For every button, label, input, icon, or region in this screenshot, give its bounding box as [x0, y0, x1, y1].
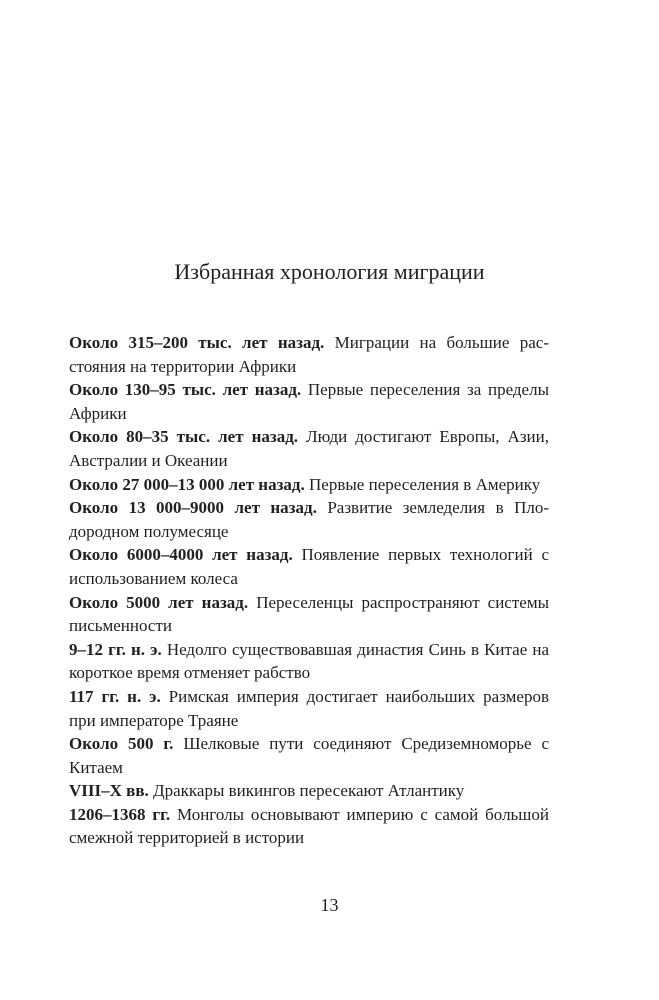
entry-date: Около 500 г.	[69, 734, 174, 754]
chronology-entry	[69, 685, 549, 732]
entry-date: 1206–1368 гг.	[69, 804, 171, 824]
entry-text: Римская империя достигает наибольших размеров при императоре Траяне	[69, 686, 550, 730]
chronology-entry	[69, 543, 549, 590]
entry-text: Драккары викингов пересекают Атлантику	[153, 781, 465, 801]
chronology-entry	[69, 425, 549, 472]
entry-text: Монголы основывают империю с самой большой смежной территорией в истории	[69, 804, 549, 848]
entry-text: Люди достигают Европы, Азии, Австралии и Океании	[69, 427, 549, 470]
chronology-list	[69, 331, 549, 850]
entry-date: Около 6000–4000 лет назад.	[69, 545, 293, 565]
entry-date: Около 130–95 тыс. лет назад.	[69, 380, 302, 400]
entry-date: Около 315–200 тыс. лет назад.	[69, 333, 325, 352]
chronology-entry	[69, 331, 549, 378]
entry-date: Около 5000 лет назад.	[69, 592, 249, 612]
entry-text: Первые переселения в Америку	[309, 474, 541, 494]
entry-text: Миграции на большие расстояния на территории Африки	[69, 333, 550, 376]
entry-date: 9–12 гг. н. э.	[69, 639, 162, 659]
chronology-entry	[69, 378, 549, 425]
chronology-entry	[69, 779, 549, 803]
entry-text: Появление первых технологий с использованием колеса	[69, 545, 549, 588]
entry-text: Шелковые пути соединяют Средиземноморье с Китаем	[69, 734, 550, 777]
entry-date: 117 гг. н. э.	[69, 686, 161, 706]
chronology-entry	[69, 803, 549, 850]
entry-text: Переселенцы распространяют системы письменности	[69, 592, 550, 636]
page-number: 13	[320, 895, 339, 915]
entry-date: Около 27 000–13 000 лет назад.	[69, 474, 305, 494]
entry-date: VIII–X вв.	[69, 781, 149, 801]
chronology-entry	[69, 591, 549, 638]
chronology-entry	[69, 473, 549, 497]
entry-date: Около 13 000–9000 лет назад.	[69, 498, 317, 518]
chronology-entry	[69, 732, 549, 779]
chronology-entry	[69, 638, 549, 685]
entry-date: Около 80–35 тыс. лет назад.	[69, 427, 299, 447]
entry-text: Первые переселения за пределы Африки	[69, 380, 549, 423]
entry-text: Недолго существовавшая династия Синь в Китае на короткое время отменяет рабство	[69, 639, 549, 683]
entry-text: Развитие земледелия в Плодородном полумесяце	[69, 498, 549, 541]
page-title: Избранная хронология миграции	[174, 259, 485, 284]
chronology-entry	[69, 496, 549, 543]
